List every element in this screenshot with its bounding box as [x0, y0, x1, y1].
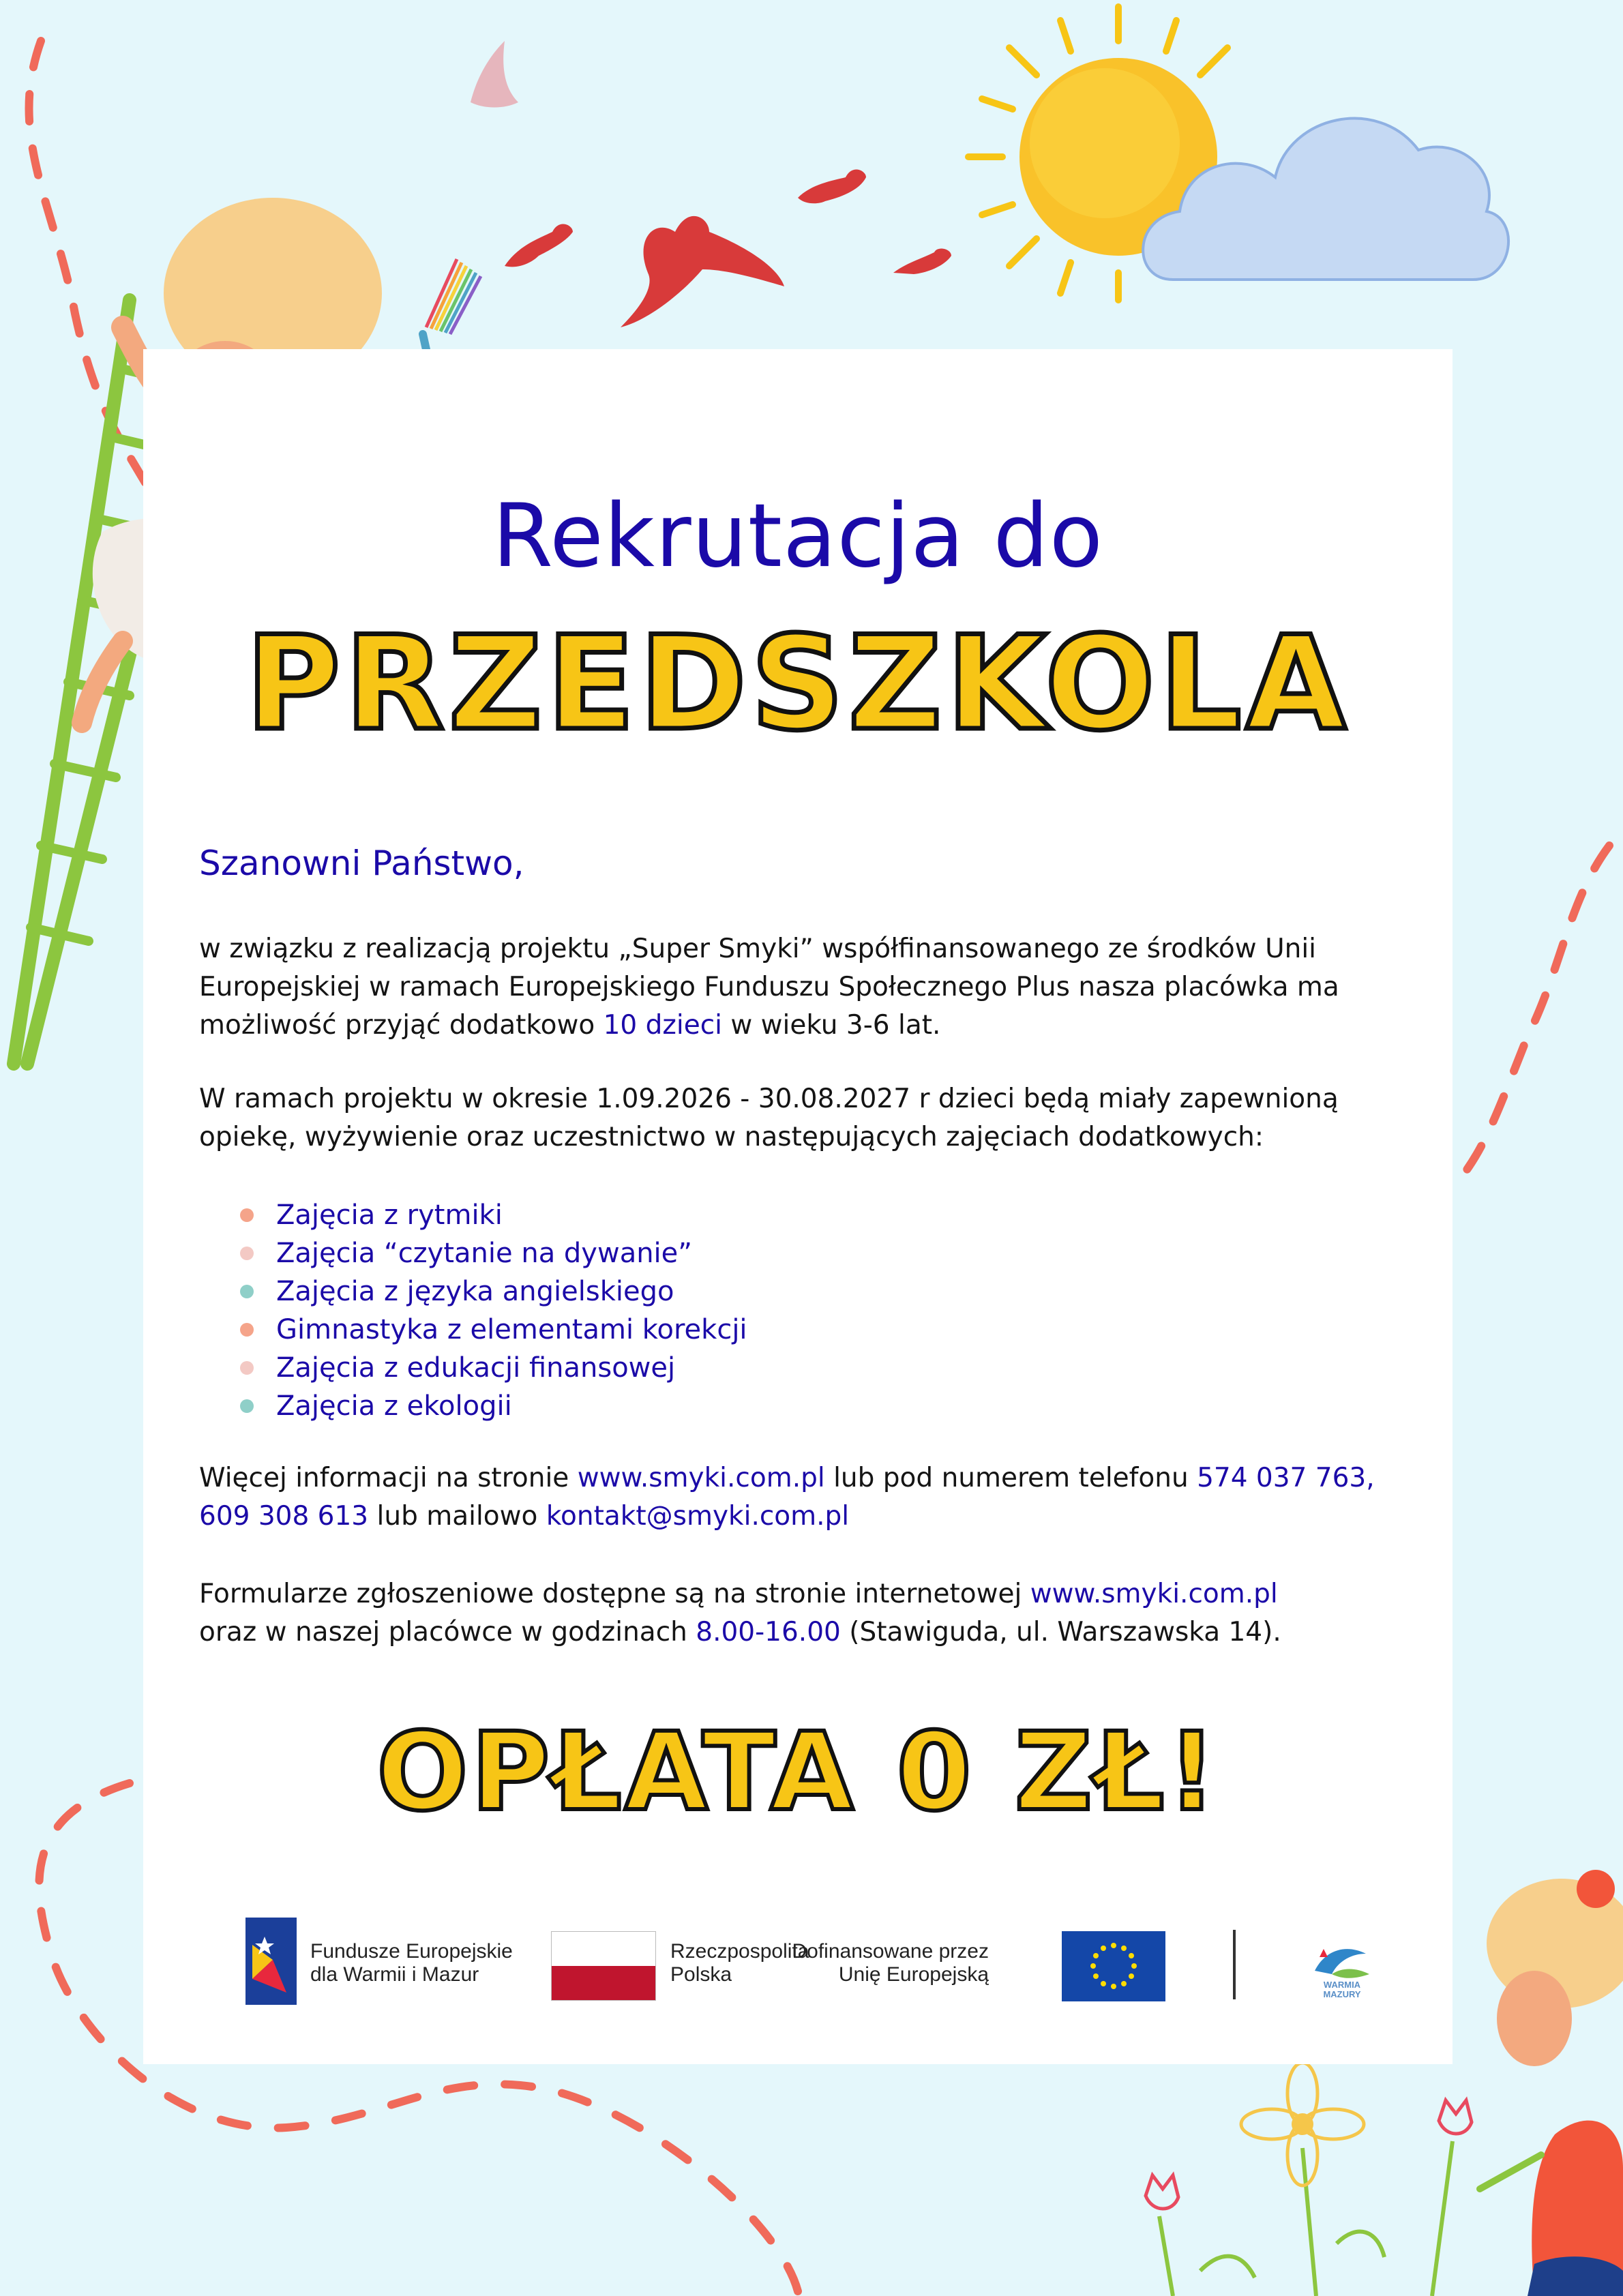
- bullet-icon: [240, 1361, 254, 1375]
- children-count: 10 dzieci: [603, 1010, 722, 1041]
- activity-label: Zajęcia z rytmiki: [276, 1199, 503, 1231]
- contact-paragraph: [199, 1459, 1406, 1536]
- activity-label: Zajęcia z języka angielskiego: [276, 1276, 674, 1307]
- list-item: [239, 1387, 747, 1425]
- european-funds-label: Fundusze Europejskie dla Warmii i Mazur: [310, 1940, 513, 1986]
- list-item: [239, 1196, 747, 1234]
- forms-paragraph: [199, 1575, 1406, 1652]
- contact-text: Więcej informacji na stronie: [199, 1463, 578, 1493]
- child-drawing-illustration: [1480, 1870, 1623, 2296]
- poland-label: Rzeczpospolita Polska: [670, 1940, 809, 1986]
- flowers-illustration: [1146, 2063, 1472, 2296]
- greeting: Szanowni Państwo,: [199, 844, 524, 883]
- email-link[interactable]: kontakt@smyki.com.pl: [546, 1501, 850, 1532]
- warmia-mazury-label: WARMIA MAZURY: [1323, 1980, 1361, 1999]
- phone-number[interactable]: 609 308 613: [199, 1501, 369, 1532]
- birds-illustration: [471, 41, 951, 327]
- dashed-path-left: [29, 41, 151, 491]
- eu-flag-icon: [1062, 1931, 1165, 2001]
- contact-text: lub pod numerem telefonu: [824, 1463, 1197, 1493]
- european-funds-logo-icon: [245, 1918, 297, 2005]
- project-paragraph: W ramach projektu w okresie 1.09.2026 - 30.08.2027 r dzieci będą miały zapewnioną opiekę, wyżywienie oraz uczestnictwo w następujących zajęciach dodatkowych:: [199, 1084, 1339, 1152]
- bullet-icon: [240, 1208, 254, 1222]
- activity-label: Zajęcia “czytanie na dywanie”: [276, 1238, 692, 1269]
- contact-text: lub mailowo: [368, 1501, 546, 1532]
- intro-text-end: w wieku 3-6 lat.: [721, 1010, 941, 1041]
- phone-number[interactable]: 574 037 763,: [1197, 1463, 1375, 1493]
- activity-label: Zajęcia z edukacji finansowej: [276, 1352, 676, 1384]
- opening-hours: 8.00-16.00: [696, 1617, 841, 1648]
- poland-flag-icon: [551, 1931, 656, 2001]
- page-title: Rekrutacja do: [492, 486, 1104, 587]
- activities-list: [239, 1196, 747, 1425]
- website-link[interactable]: www.smyki.com.pl: [1030, 1579, 1278, 1609]
- dashed-path-right: [1459, 846, 1609, 1180]
- funding-logos: [143, 1918, 1453, 2006]
- bullet-icon: [240, 1323, 254, 1337]
- bullet-icon: [240, 1399, 254, 1413]
- bullet-icon: [240, 1247, 254, 1260]
- fee-banner: OPŁATA 0 ZŁ!: [376, 1710, 1219, 1835]
- logo-separator: [1233, 1930, 1236, 1999]
- list-item: [239, 1349, 747, 1387]
- bullet-icon: [240, 1285, 254, 1298]
- list-item: [239, 1272, 747, 1311]
- forms-text: Formularze zgłoszeniowe dostępne są na stronie internetowej: [199, 1579, 1030, 1609]
- forms-text: oraz w naszej placówce w godzinach: [199, 1617, 696, 1648]
- activity-label: Gimnastyka z elementami korekcji: [276, 1314, 747, 1345]
- intro-text: w związku z realizacją projektu „Super Smyki” współfinansowanego ze środków Unii Europejskiej w ramach Europejskiego Funduszu Społecznego Plus nasza placówka ma możliwość przyjąć dodatkowo: [199, 934, 1339, 1041]
- eu-cofinancing-label: Dofinansowane przez Unię Europejską: [792, 1940, 989, 1986]
- website-link[interactable]: www.smyki.com.pl: [577, 1463, 825, 1493]
- content-card: [143, 349, 1453, 2064]
- activity-label: Zajęcia z ekologii: [276, 1390, 512, 1422]
- intro-paragraph: [199, 930, 1406, 1045]
- list-item: [239, 1311, 747, 1349]
- forms-text: (Stawiguda, ul. Warszawska 14).: [840, 1617, 1281, 1648]
- page-title-highlight: PRZEDSZKOLA: [245, 608, 1350, 759]
- list-item: [239, 1234, 747, 1272]
